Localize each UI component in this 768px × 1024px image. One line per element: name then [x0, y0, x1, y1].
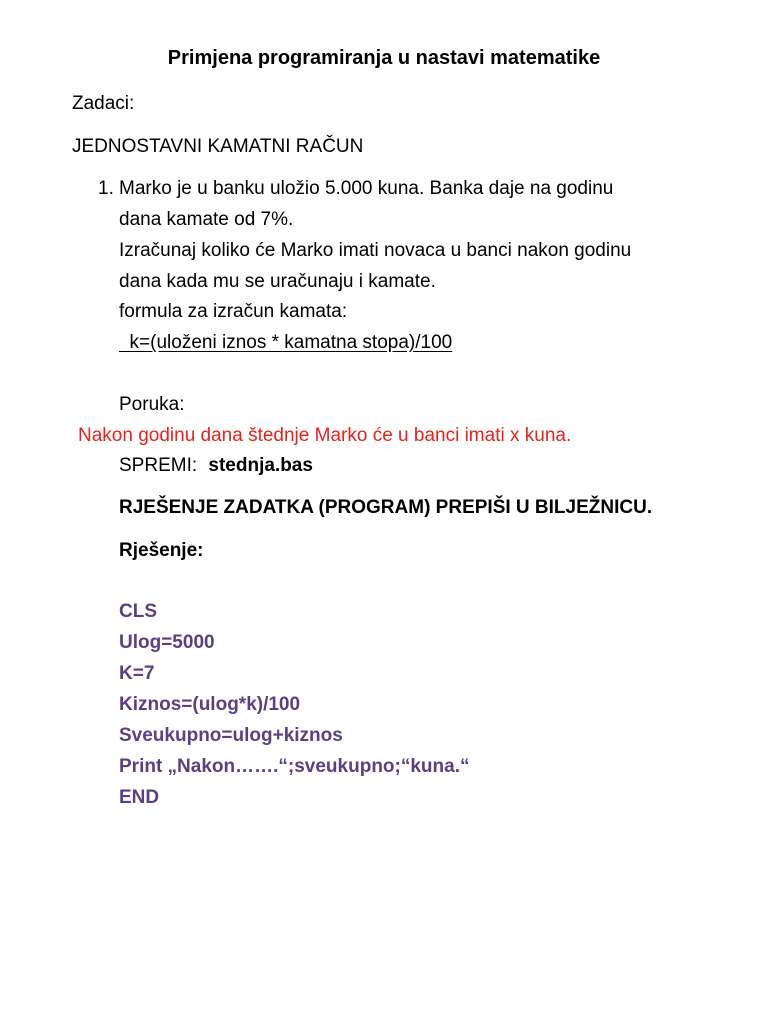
message-label: Poruka:	[119, 394, 185, 415]
task-line-1: Marko je u banku uložio 5.000 kuna. Banka daje na godinu	[119, 178, 614, 199]
section-label: Zadaci:	[72, 93, 135, 114]
task-line-3: Izračunaj koliko će Marko imati novaca u banci nakon godinu	[119, 240, 632, 261]
code-line: K=7	[119, 663, 155, 684]
save-filename: stednja.bas	[208, 455, 313, 476]
save-line	[119, 454, 313, 478]
code-line: Ulog=5000	[119, 632, 215, 653]
instruction: RJEŠENJE ZADATKA (PROGRAM) PREPIŠI U BILJEŽNICU.	[119, 497, 653, 518]
section-heading: JEDNOSTAVNI KAMATNI RAČUN	[72, 136, 364, 157]
code-line: CLS	[119, 601, 157, 622]
task-number: 1.	[98, 178, 114, 199]
save-label: SPREMI:	[119, 455, 198, 476]
code-line: END	[119, 787, 160, 808]
message-text: Nakon godinu dana štednje Marko će u banci imati x kuna.	[78, 425, 572, 446]
code-line: Print „Nakon…….“;sveukupno;“kuna.“	[119, 756, 470, 777]
code-line: Sveukupno=ulog+kiznos	[119, 725, 343, 746]
solution-label: Rješenje:	[119, 540, 204, 561]
code-line: Kiznos=(ulog*k)/100	[119, 694, 301, 715]
formula: k=(uloženi iznos * kamatna stopa)/100	[119, 332, 453, 353]
task-line-4: dana kada mu se uračunaju i kamate.	[119, 271, 436, 292]
task-line-2: dana kamate od 7%.	[119, 209, 294, 230]
task-line-5: formula za izračun kamata:	[119, 301, 348, 322]
document-title: Primjena programiranja u nastavi matematike	[167, 47, 601, 69]
